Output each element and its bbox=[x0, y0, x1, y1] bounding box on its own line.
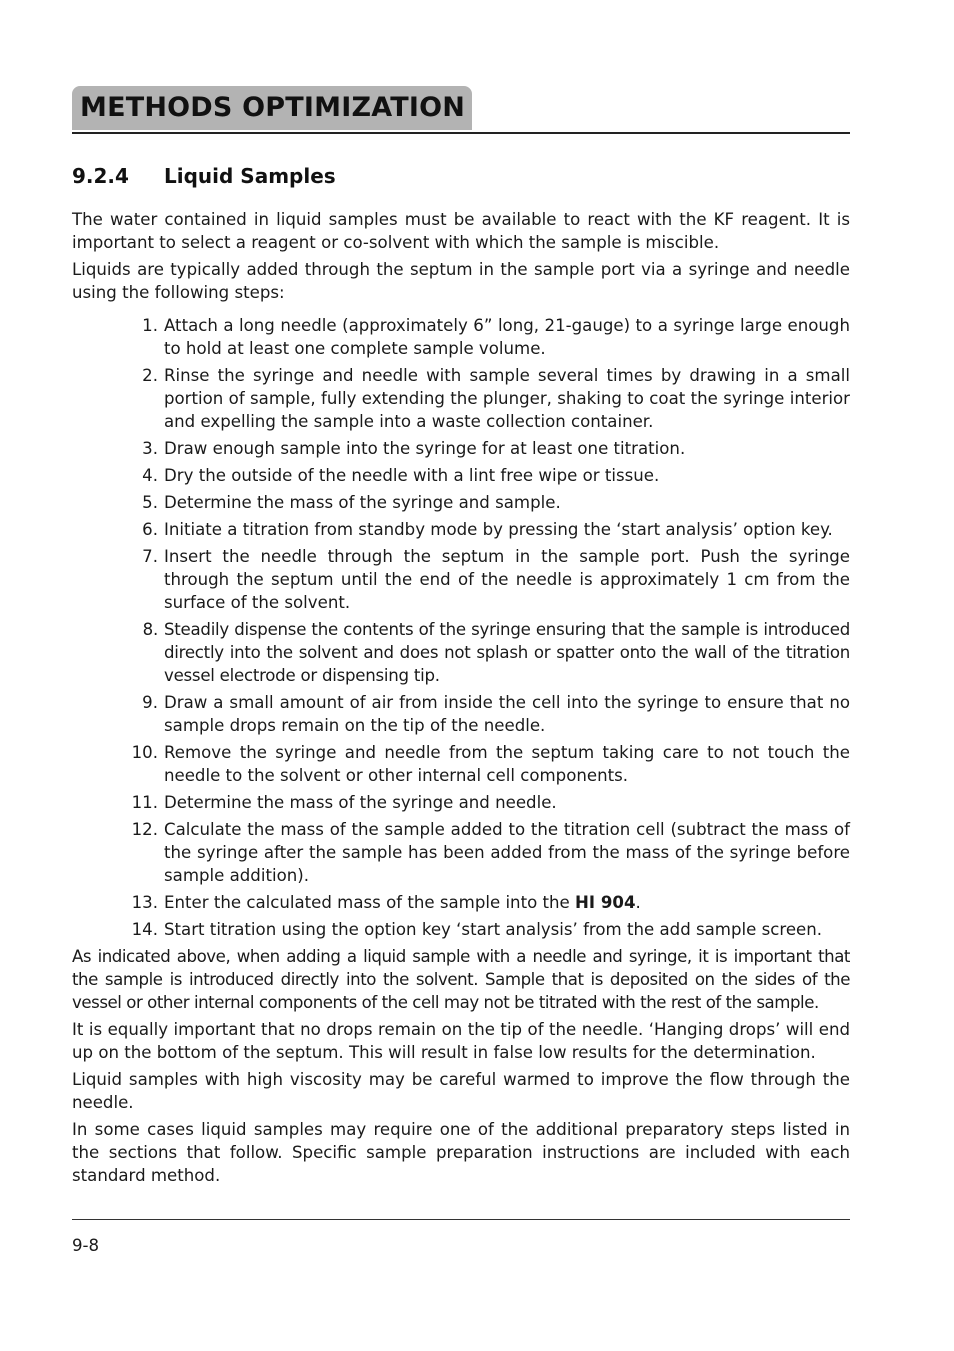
step-8: 8. Steadily dispense the contents of the syringe ensuring that the sample is introduced directly into the solvent and does not splash or spatter onto the wall of the titration vessel electrode or dispensing tip. bbox=[142, 620, 850, 685]
procedure-steps bbox=[72, 314, 850, 941]
outro-paragraph-2: It is equally important that no drops remain on the tip of the needle. ‘Hanging drops’ will end up on the bottom of the septum. This will result in false low results for the determination. bbox=[72, 1020, 850, 1062]
step-2: 2. Rinse the syringe and needle with sample several times by drawing in a small portion of sample, fully extending the plunger, shaking to coat the syringe interior and expelling the sample into a waste collection container. bbox=[142, 366, 850, 431]
product-name: HI 904 bbox=[575, 893, 636, 912]
outro-paragraph-3: Liquid samples with high viscosity may be careful warmed to improve the flow through the needle. bbox=[72, 1070, 850, 1112]
page-number: 9-8 bbox=[72, 1236, 100, 1255]
step-10: 10. Remove the syringe and needle from the septum taking care to not touch the needle to the solvent or other internal cell components. bbox=[131, 743, 850, 785]
step-5: 5. Determine the mass of the syringe and sample. bbox=[142, 493, 561, 512]
footer-divider bbox=[72, 1219, 850, 1220]
step-3: 3. Draw enough sample into the syringe for at least one titration. bbox=[142, 439, 686, 458]
intro-paragraph-2: Liquids are typically added through the septum in the sample port via a syringe and needle using the following steps: bbox=[72, 260, 850, 302]
step-12: 12. Calculate the mass of the sample added to the titration cell (subtract the mass of the syringe after the sample has been added from the mass of the syringe before sample addition). bbox=[131, 820, 850, 885]
step-9: 9. Draw a small amount of air from inside the cell into the syringe to ensure that no sample drops remain on the tip of the needle. bbox=[142, 693, 850, 735]
body-content bbox=[72, 208, 850, 1191]
section-number: 9.2.4 bbox=[72, 164, 129, 188]
step-11: 11. Determine the mass of the syringe and needle. bbox=[131, 793, 557, 812]
chapter-title: METHODS OPTIMIZATION bbox=[72, 86, 472, 130]
section-title: Liquid Samples bbox=[164, 164, 336, 188]
outro-paragraph-4: In some cases liquid samples may require one of the additional preparatory steps listed in the sections that follow. Specific sample preparation instructions are included with each standard method. bbox=[72, 1120, 850, 1185]
intro-paragraph-1: The water contained in liquid samples must be available to react with the KF reagent. It is important to select a reagent or co-solvent with which the sample is miscible. bbox=[72, 210, 850, 252]
step-6: 6. Initiate a titration from standby mode by pressing the ‘start analysis’ option key. bbox=[142, 520, 833, 539]
step-13: 13. Enter the calculated mass of the sample into the HI 904. bbox=[131, 893, 641, 912]
step-4: 4. Dry the outside of the needle with a lint free wipe or tissue. bbox=[142, 466, 660, 485]
step-14: 14. Start titration using the option key ‘start analysis’ from the add sample screen. bbox=[131, 920, 823, 939]
step-1: 1. Attach a long needle (approximately 6” long, 21-gauge) to a syringe large enough to hold at least one complete sample volume. bbox=[142, 316, 850, 358]
outro-paragraph-1: As indicated above, when adding a liquid sample with a needle and syringe, it is important that the sample is introduced directly into the solvent. Sample that is deposited on the sides of the vessel or other internal components of the cell may not be titrated with the rest of the sample. bbox=[72, 947, 850, 1012]
section-heading bbox=[72, 164, 336, 188]
page-header bbox=[72, 86, 850, 134]
step-7: 7. Insert the needle through the septum in the sample port. Push the syringe through the septum until the end of the needle is approximately 1 cm from the surface of the solvent. bbox=[142, 547, 850, 612]
